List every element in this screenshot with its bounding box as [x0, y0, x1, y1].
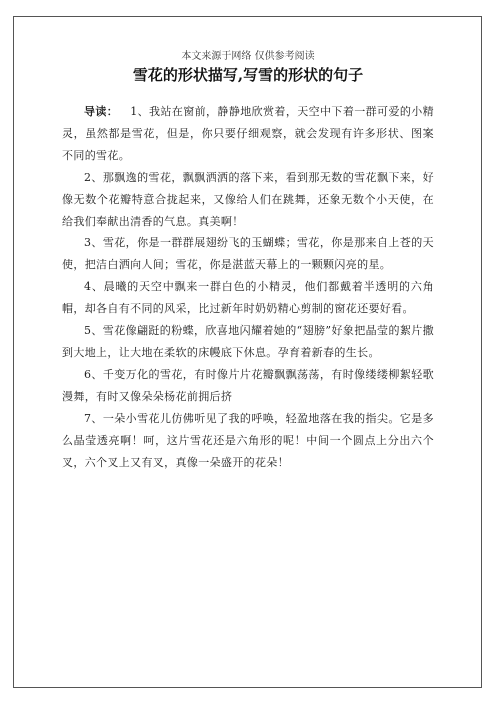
paragraph-6: 6、千变万化的雪花，有时像片片花瓣飘飘荡荡，有时像缕缕柳絮轻歌漫舞，有时又像朵朵杨花前拥后挤 — [62, 367, 434, 403]
page-title: 雪花的形状描写,写雪的形状的句子 — [132, 66, 364, 84]
paragraph-7: 7、一朵小雪花儿仿佛听见了我的呼唤，轻盈地落在我的指尖。它是多么晶莹透亮啊！呵，这片雪花还是六角形的呢！中间一个圆点上分出六个叉，六个叉上又有叉，真像一朵盛开的花朵！ — [62, 411, 434, 469]
source-note: 本文来源于网络 仅供参考阅读 — [181, 51, 315, 62]
paragraph-3: 3、雪花，你是一群群展翅纷飞的玉蝴蝶；雪花，你是那来自上苍的天使，把洁白洒向人间；雪花，你是湛蓝天幕上的一颗颗闪亮的星。 — [62, 236, 434, 272]
paragraph-1 — [62, 101, 434, 167]
paragraph-1-text: 1、我站在窗前，静静地欣赏着，天空中下着一群可爱的小精灵，虽然都是雪花，但是，你只要仔细观察，就会发现有许多形状、图案不同的雪花。 — [62, 105, 434, 162]
paragraph-5: 5、雪花像翩跹的粉蝶，欣喜地闪耀着她的“翅膀”好象把晶莹的絮片撒到大地上，让大地在柔软的床幔底下休息。孕育着新春的生长。 — [62, 324, 434, 359]
lead-label: 导读： — [84, 105, 119, 118]
article-body — [62, 101, 434, 473]
paragraph-2: 2、那飘逸的雪花，飘飘洒洒的落下来，看到那无数的雪花飘下来，好像无数个花瓣特意合拢起来，又像给人们在跳舞，还象无数个小天使，在给我们奉献出清香的气息。真美啊！ — [62, 170, 434, 228]
paragraph-4: 4、晨曦的天空中飘来一群白色的小精灵，他们都戴着半透明的六角帽，却各自有不同的风采，比过新年时奶奶精心剪制的窗花还要好看。 — [62, 280, 434, 316]
